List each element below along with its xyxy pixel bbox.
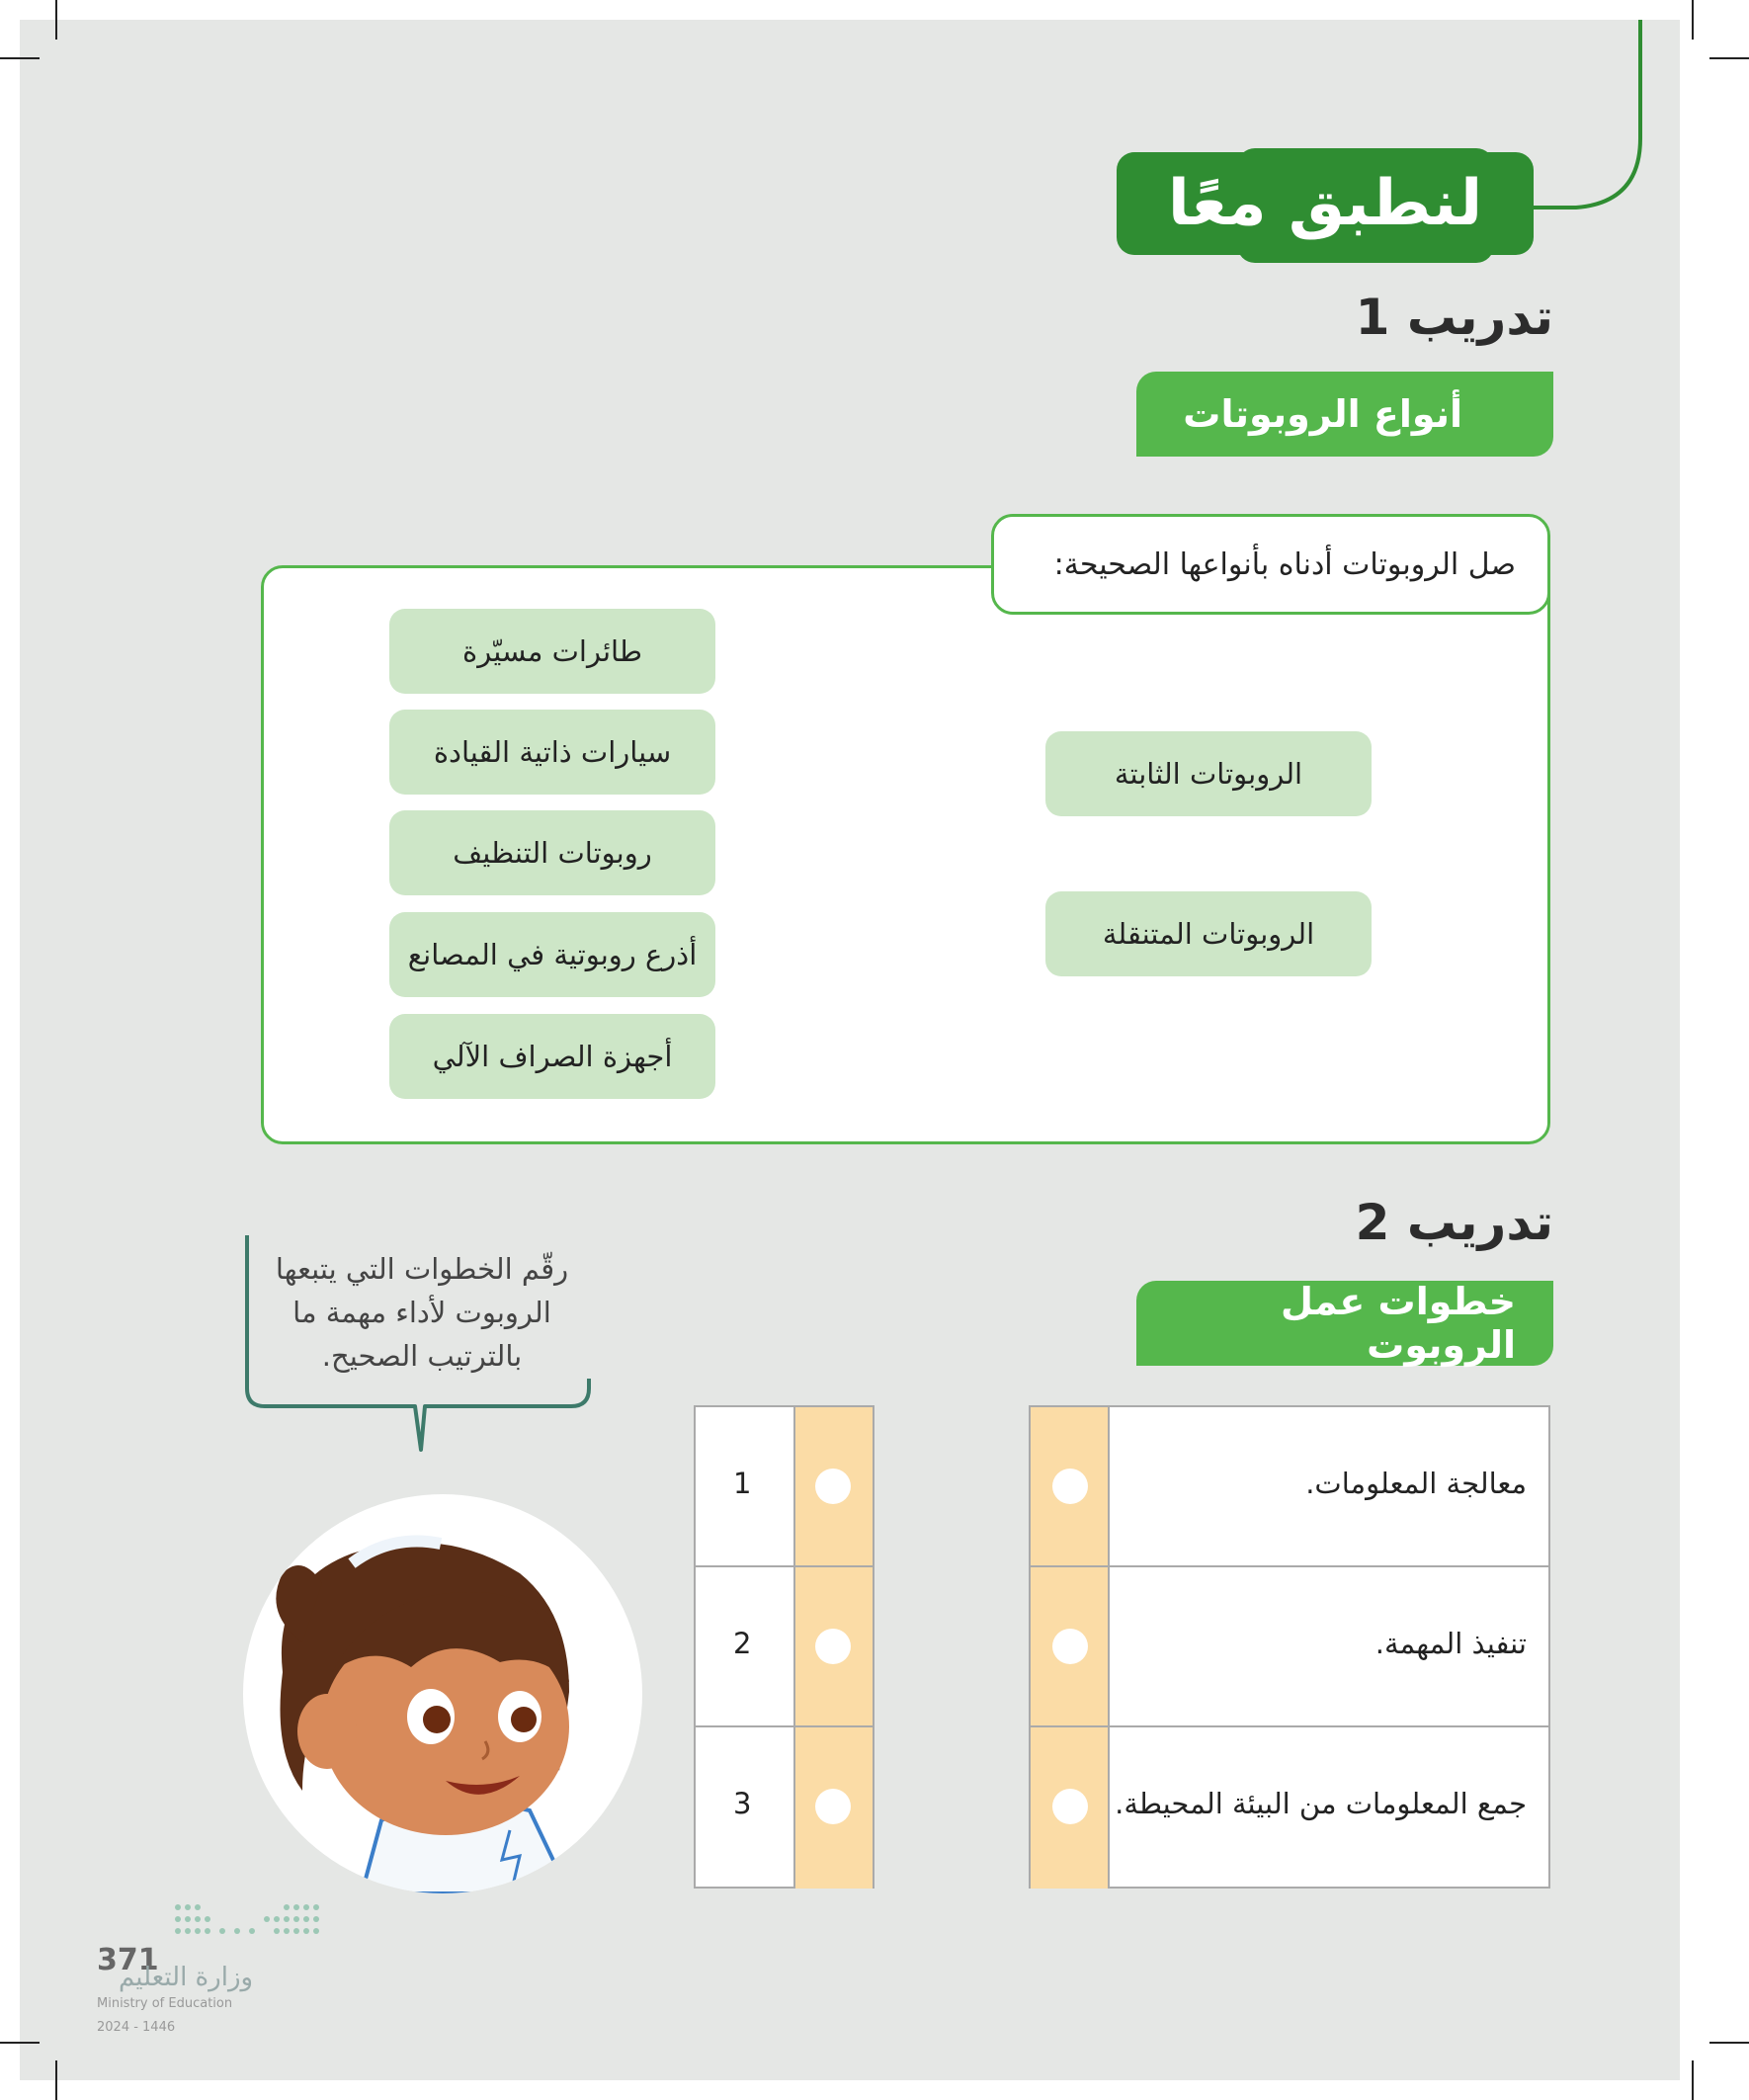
table-row: [696, 1567, 873, 1727]
step-text: تنفيذ المهمة.: [1374, 1627, 1527, 1660]
step-text: جمع المعلومات من البيئة المحيطة.: [1115, 1787, 1527, 1820]
exercise2-bar: [1136, 1281, 1553, 1366]
robot-item[interactable]: أجهزة الصراف الآلي: [389, 1014, 715, 1099]
robot-item[interactable]: سيارات ذاتية القيادة: [389, 710, 715, 795]
ministry-english: Ministry of Education: [97, 1996, 233, 2011]
crop-mark: [1709, 2042, 1749, 2044]
robot-item[interactable]: روبوتات التنظيف: [389, 810, 715, 895]
exercise1-bar: [1136, 372, 1553, 457]
page-title: لنطبق معًا: [1167, 167, 1483, 240]
crop-mark: [1692, 0, 1694, 40]
crop-mark: [0, 2042, 40, 2044]
crop-mark: [1692, 2060, 1694, 2100]
answer-dot[interactable]: [815, 1469, 851, 1504]
edition-year: 2024 - 1446: [97, 2020, 176, 2035]
student-avatar: [243, 1494, 642, 1893]
crop-mark: [1709, 57, 1749, 59]
girl-illustration: [243, 1494, 642, 1893]
table-row: [1031, 1567, 1548, 1727]
exercise1-bar-label: أنواع الروبوتات: [1183, 392, 1462, 436]
steps-table: [1029, 1405, 1550, 1889]
answer-dot[interactable]: [1052, 1789, 1088, 1824]
exercise1-title: تدريب 1: [1355, 289, 1553, 346]
crop-mark: [55, 0, 57, 40]
step-number: 2: [733, 1627, 752, 1660]
ministry-logo-icon: [168, 1897, 326, 1947]
answer-dot[interactable]: [1052, 1629, 1088, 1664]
step-number: 1: [733, 1467, 752, 1500]
answer-dot[interactable]: [815, 1629, 851, 1664]
table-row: [1031, 1407, 1548, 1567]
step-text: معالجة المعلومات.: [1305, 1467, 1527, 1500]
answer-dot[interactable]: [1052, 1469, 1088, 1504]
crop-mark: [55, 2060, 57, 2100]
exercise2-title: تدريب 2: [1355, 1194, 1553, 1251]
category-mobile-robots[interactable]: الروبوتات المتنقلة: [1045, 891, 1372, 976]
category-fixed-robots[interactable]: الروبوتات الثابتة: [1045, 731, 1372, 816]
crop-mark: [0, 57, 40, 59]
robot-item[interactable]: طائرات مسيّرة: [389, 609, 715, 694]
exercise1-instruction: [991, 514, 1550, 615]
page-number: 371: [97, 1943, 159, 1977]
exercise2-bar-label: خطوات عمل الروبوت: [1280, 1280, 1516, 1367]
instruction-text: صل الروبوتات أدناه بأنواعها الصحيحة:: [1053, 546, 1516, 582]
ministry-arabic: وزارة التعليم: [119, 1963, 254, 1992]
bubble-text: رقّم الخطوات التي يتبعها الروبوت لأداء مهمة ما بالترتيب الصحيح.: [275, 1252, 569, 1373]
step-number: 3: [733, 1787, 752, 1820]
table-row: [1031, 1727, 1548, 1889]
answer-dot[interactable]: [815, 1789, 851, 1824]
header-badge: [1117, 152, 1534, 255]
table-row: [696, 1727, 873, 1889]
robot-item[interactable]: أذرع روبوتية في المصانع: [389, 912, 715, 997]
table-row: [696, 1407, 873, 1567]
numbers-table: [694, 1405, 874, 1889]
